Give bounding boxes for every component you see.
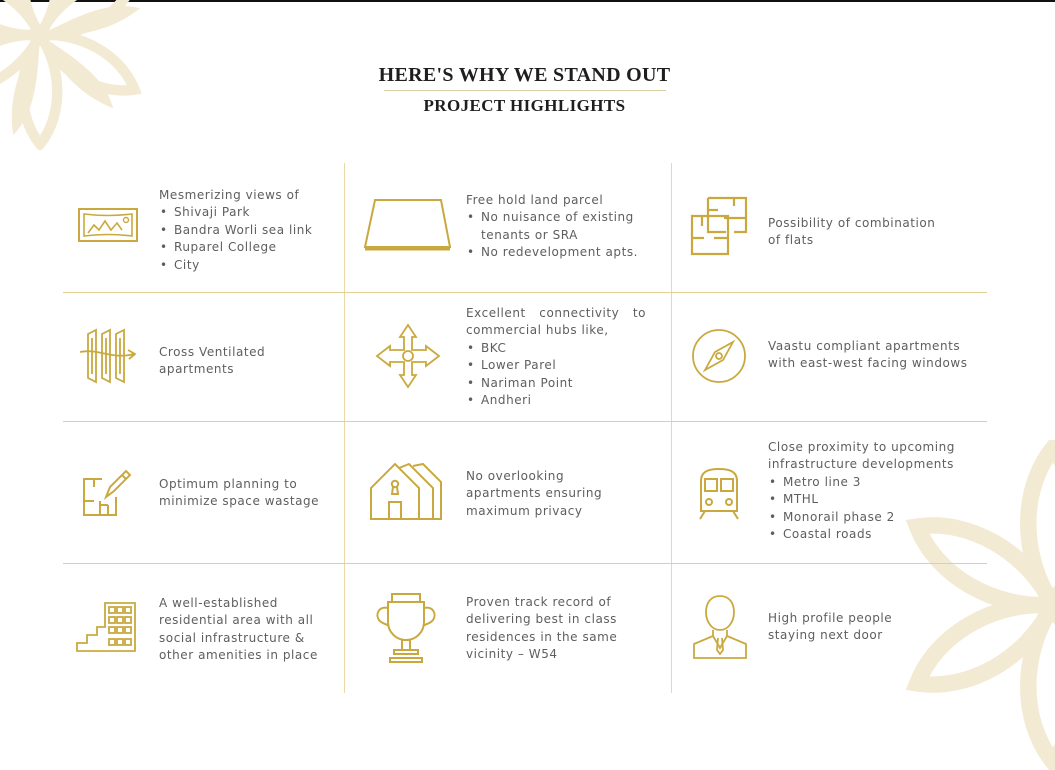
highlight-bullets <box>466 209 666 261</box>
highlight-lead-line: commercial hubs like, <box>466 323 609 338</box>
bullet-item: • Andheri <box>466 392 646 409</box>
floorplan-pencil-icon <box>82 467 132 517</box>
bullet-item: • Shivaji Park <box>159 204 339 221</box>
bullet-item: • Monorail phase 2 <box>768 509 983 526</box>
trophy-icon <box>375 592 437 664</box>
highlight-lead: Vaastu compliant apartments with east-west facing windows <box>768 339 968 371</box>
highlight-lead-line: Excellent connectivity to <box>466 306 646 320</box>
metro-train-icon <box>697 467 741 521</box>
landscape-view-icon <box>78 208 138 242</box>
grid-divider-vertical <box>344 163 345 693</box>
combined-floorplan-icon <box>690 196 748 256</box>
highlight-lead: Close proximity to upcoming infrastructure developments <box>768 440 955 472</box>
cross-ventilation-icon <box>78 328 138 384</box>
highlight-lead: Cross Ventilated apartments <box>159 345 266 377</box>
residential-building-icon <box>75 601 141 653</box>
bullet-item: • Coastal roads <box>768 526 983 543</box>
grid-divider-horizontal <box>63 421 987 422</box>
connectivity-arrows-icon <box>375 323 441 389</box>
bullet-item: • No redevelopment apts. <box>466 244 666 261</box>
highlight-lead: Mesmerizing views of <box>159 188 300 202</box>
highlight-lead: High profile people staying next door <box>768 611 893 643</box>
highlight-bullets <box>768 474 983 544</box>
bullet-item: • Bandra Worli sea link <box>159 222 339 239</box>
highlight-lead: Possibility of combination of flats <box>768 216 936 248</box>
page-title: HERE'S WHY WE STAND OUT <box>378 64 671 86</box>
bullet-item: • City <box>159 257 339 274</box>
bullet-item: • Nariman Point <box>466 375 646 392</box>
compass-icon <box>691 328 747 384</box>
bullet-item: • Ruparel College <box>159 239 339 256</box>
bullet-item: • BKC <box>466 340 646 357</box>
land-parcel-icon <box>363 198 453 254</box>
bullet-item: • Lower Parel <box>466 357 646 374</box>
highlight-bullets <box>159 204 339 274</box>
highlight-lead: Optimum planning to minimize space wastage <box>159 477 320 509</box>
top-border <box>0 0 1055 2</box>
grid-divider-horizontal <box>63 563 987 564</box>
business-person-icon <box>692 594 748 660</box>
grid-divider-horizontal <box>63 292 987 293</box>
private-houses-icon <box>369 462 443 520</box>
highlight-lead: Proven track record of delivering best in class residences in the same vicinity – W54 <box>466 595 618 662</box>
bullet-item: • No nuisance of existing tenants or SRA <box>466 209 666 244</box>
highlight-lead: A well-established residential area with all social infrastructure & other amenities in place <box>159 596 318 663</box>
grid-divider-vertical <box>671 163 672 693</box>
page-subtitle: PROJECT HIGHLIGHTS <box>423 96 626 115</box>
highlight-lead: No overlooking apartments ensuring maximum privacy <box>466 469 603 518</box>
bullet-item: • Metro line 3 <box>768 474 983 491</box>
bullet-item: • MTHL <box>768 491 983 508</box>
highlight-lead: Free hold land parcel <box>466 193 604 207</box>
title-divider <box>384 90 666 91</box>
highlight-bullets <box>466 340 646 410</box>
